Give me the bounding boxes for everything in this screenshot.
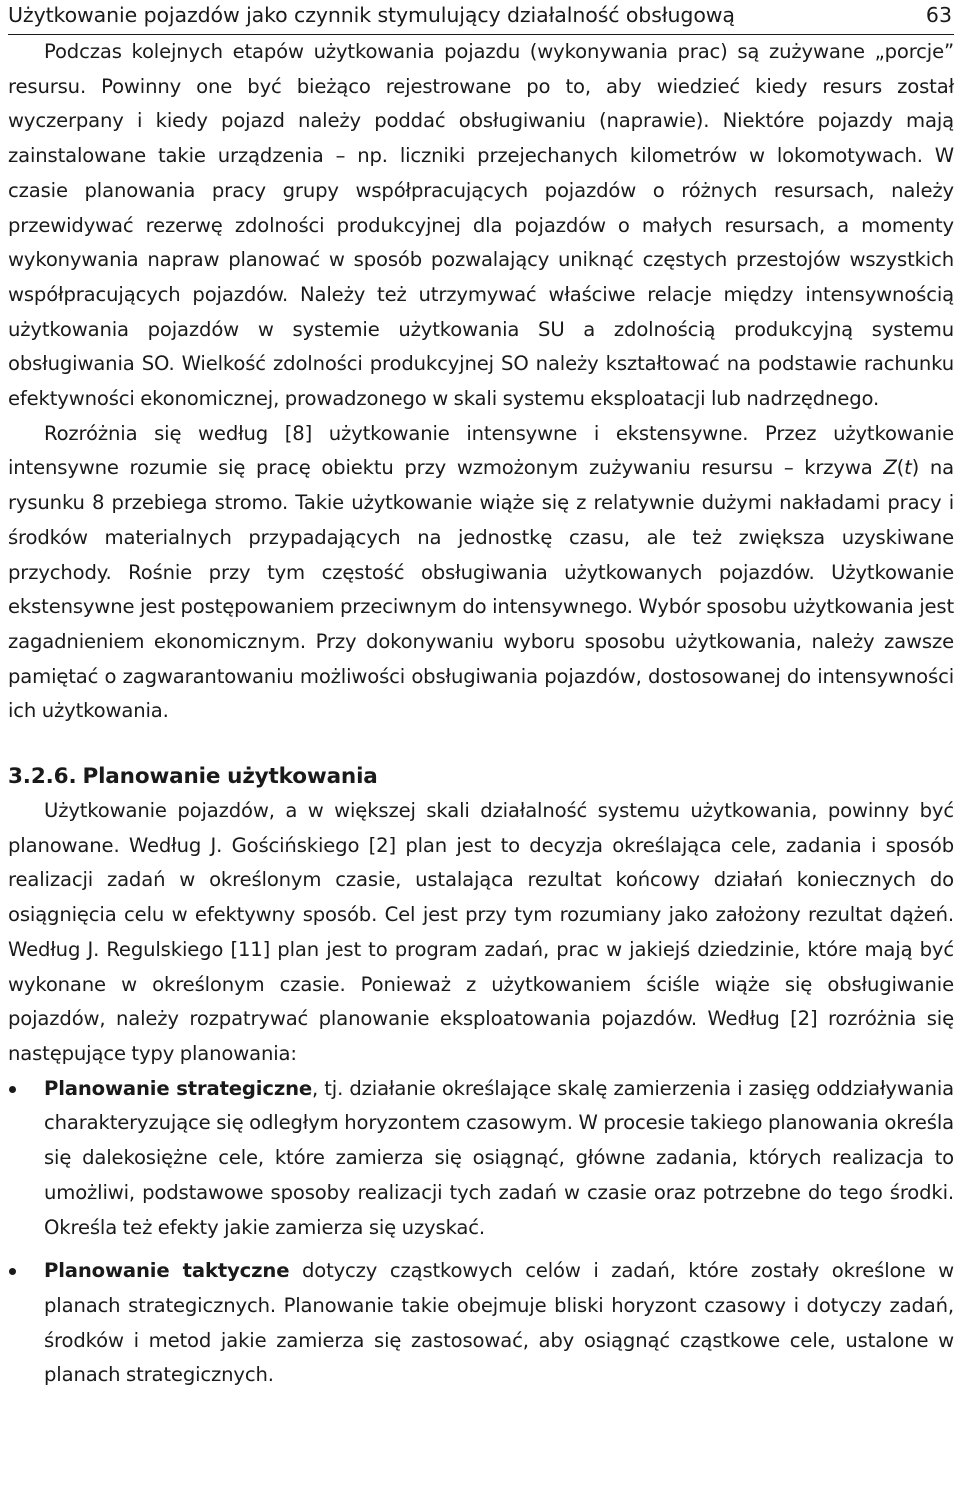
section-number: 3.2.6. [8,764,77,790]
section-title: Planowanie użytkowania [82,764,378,790]
document-page [8,0,954,1393]
page-number: 63 [925,3,952,27]
running-header-title: Użytkowanie pojazdów jako czynnik stymulujący działalność obsługową [8,3,735,27]
paragraph-text: Rozróżnia się według [8] użytkowanie intensywne i ekstensywne. Przez użytkowanie intensywne rozumie się pracę obiektu przy wzmożonym zużywaniu resursu – krzywa [8,421,954,480]
body-text [8,35,954,1393]
bullet-icon [9,1086,16,1093]
list-item-text: dotyczy cząstkowych celów i zadań, które zostały określone w planach strategicznych. Planowanie takie obejmuje bliski horyzont czasowy i dotyczy zadań, środków i metod jakie zamierza się zastosować, aby osiągnąć cząstkowe cele, ustalone w planach strategicznych. [44,1259,954,1387]
list-item-strategic [8,1072,954,1246]
planning-types-list [8,1072,954,1393]
list-item-tactical [8,1254,954,1393]
function-symbol: Z [883,456,897,480]
paragraph-text: na rysunku 8 przebiega stromo. Takie użytkowanie wiąże się z relatywnie dużymi nakładami pracy i środków materialnych przypadających na jednostkę czasu, ale też zwiększa uzyskiwane przychody. Rośnie przy tym częstość obsługiwania użytkowanych pojazdów. Użytkowanie ekstensywne jest postępowaniem przeciwnym do intensywnego. Wybór sposobu użytkowania jest zagadnieniem ekonomicznym. Przy dokonywaniu wyboru sposobu użytkowania, należy zawsze pamiętać o zagwarantowaniu możliwości obsługiwania pojazdów, dostosowanej do intensywności ich użytkowania. [8,456,954,723]
function-variable: t [904,456,912,480]
running-header [8,0,954,35]
paren-close: ) [911,456,920,480]
section-heading [8,760,954,794]
paragraph-intensive-extensive [8,417,954,729]
paragraph-resource-registration: Podczas kolejnych etapów użytkowania pojazdu (wykonywania prac) są zużywane „porcje” resursu. Powinny one być bieżąco rejestrowane po to, aby wiedzieć kiedy resurs został wyczerpany i kiedy pojazd należy poddać obsługiwaniu (naprawie). Niektóre pojazdy mają zainstalowane takie urządzenia – np. liczniki przejechanych kilometrów w lokomotywach. W czasie planowania pracy grupy współpracujących pojazdów o różnych resursach, należy przewidywać rezerwę zdolności produkcyjnej dla pojazdów o małych resursach, a momenty wykonywania napraw planować w sposób pozwalający uniknąć częstych przestojów wszystkich współpracujących pojazdów. Należy też utrzymywać właściwe relacje między intensywnością użytkowania pojazdów w systemie użytkowania SU a zdolnością produkcyjną systemu obsługiwania SO. Wielkość zdolności produkcyjnej SO należy kształtować na podstawie rachunku efektywności ekonomicznej, prowadzonego w skali systemu eksploatacji lub nadrzędnego. [8,40,954,411]
paragraph-planning-intro: Użytkowanie pojazdów, a w większej skali działalność systemu użytkowania, powinny być planowane. Według J. Gościńskiego [2] plan jest to decyzja określająca cele, zadania i sposób realizacji zadań w określonym czasie, ustalająca rezultat końcowy działań koniecznych do osiągnięcia celu w efektywny sposób. Cel jest przy tym rozumiany jako założony rezultat dążeń. Według J. Regulskiego [11] plan jest to program zadań, prac w jakiejś dziedzinie, które mają być wykonane w określonym czasie. Ponieważ z użytkowaniem ściśle wiąże się obsługiwanie pojazdów, należy rozpatrywać planowanie eksploatowania pojazdów. Według [2] rozróżnia się następujące typy planowania: [8,799,954,1065]
list-item-term: Planowanie taktyczne [44,1259,290,1283]
bullet-icon [9,1268,16,1275]
list-item-text: , tj. działanie określające skalę zamierzenia i zasięg oddziaływania charakteryzujące się odległym horyzontem czasowym. W procesie takiego planowania określa się dalekosiężne cele, które zamierza się osiągnąć, główne zadania, których realizacja to umożliwi, podstawowe sposoby realizacji tych zadań w czasie oraz potrzebne do tego środki. Określa też efekty jakie zamierza się uzyskać. [44,1076,954,1239]
list-item-term: Planowanie strategiczne [44,1076,313,1100]
paren-open: ( [896,456,905,480]
